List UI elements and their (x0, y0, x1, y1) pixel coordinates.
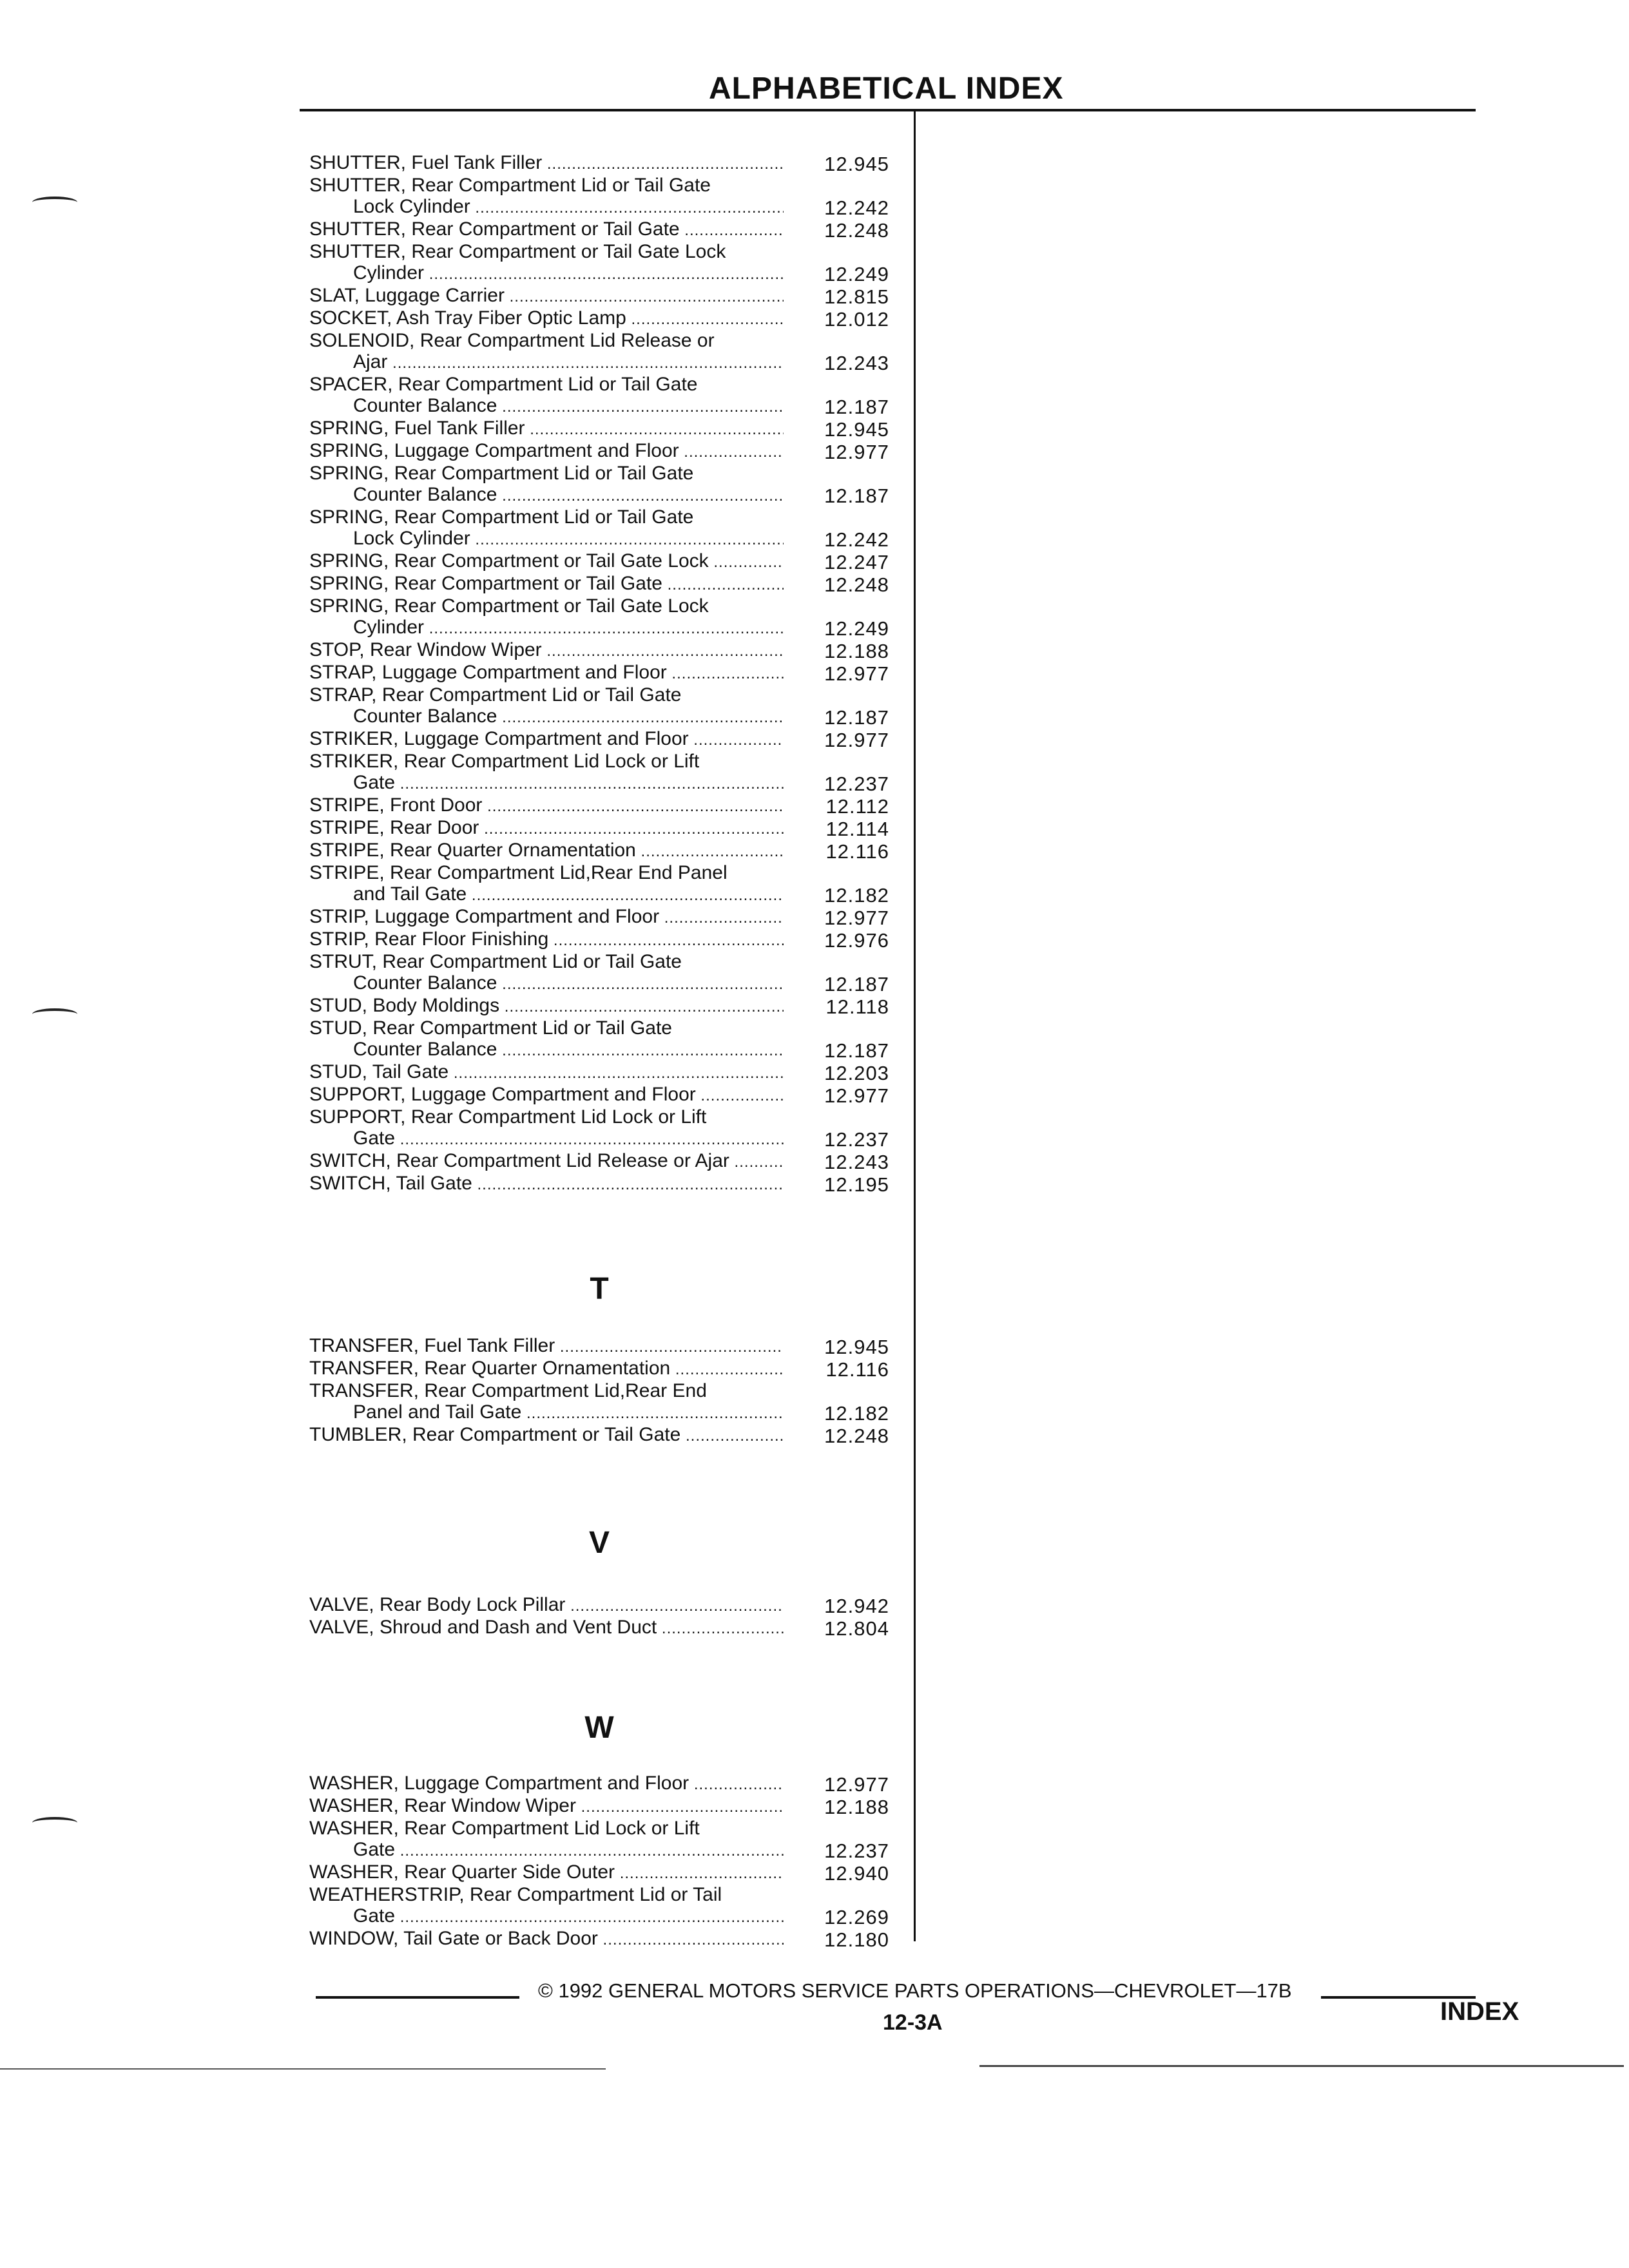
entry-page-ref: 12.187 (824, 973, 889, 995)
entry-line: TUMBLER, Rear Compartment or Tail Gate ..... (309, 1424, 784, 1446)
entry-page-ref: 12.242 (824, 197, 889, 219)
page-title: ALPHABETICAL INDEX (709, 72, 1064, 106)
entry-line: Ajar ..... (309, 351, 784, 374)
index-entry (309, 218, 902, 241)
entry-page-ref: 12.195 (824, 1173, 889, 1196)
punch-hole-mark (32, 197, 77, 208)
entry-line: Gate ..... (309, 772, 784, 794)
index-entry (309, 1358, 902, 1380)
entry-text (309, 1818, 784, 1861)
index-entry (309, 1818, 902, 1861)
entry-text (309, 152, 784, 175)
footer-copyright: © 1992 GENERAL MOTORS SERVICE PARTS OPERATIONS—CHEVROLET—17B (538, 1979, 1292, 2002)
entry-text (309, 951, 784, 995)
index-entry (309, 1594, 902, 1617)
index-entry (309, 506, 902, 550)
entry-text (309, 1861, 784, 1884)
entry-text (309, 573, 784, 595)
index-entry (309, 1795, 902, 1818)
entry-line: SHUTTER, Rear Compartment or Tail Gate Lock (309, 241, 726, 262)
index-entry (309, 1084, 902, 1106)
index-entry (309, 840, 902, 862)
index-entry (309, 1617, 902, 1639)
entry-text (309, 175, 784, 218)
footer-page-number: 12-3A (883, 2010, 943, 2035)
entry-page-ref: 12.269 (824, 1906, 889, 1928)
entry-line: TRANSFER, Rear Quarter Ornamentation ..... (309, 1358, 784, 1380)
entry-text (309, 1061, 784, 1084)
entry-page-ref: 12.012 (824, 308, 889, 331)
section-heading-v: V (588, 1526, 610, 1560)
entry-line: SPRING, Rear Compartment or Tail Gate Lock ..... (309, 550, 784, 573)
entry-text (309, 1424, 784, 1446)
entry-line: STUD, Body Moldings ..... (309, 995, 784, 1017)
entry-page-ref: 12.977 (824, 441, 889, 463)
entry-group-v (309, 1594, 902, 1639)
entry-line: SWITCH, Tail Gate ..... (309, 1173, 784, 1195)
index-entry (309, 330, 902, 374)
index-entry (309, 662, 902, 684)
entry-line: Panel and Tail Gate ..... (309, 1401, 784, 1424)
entry-text (309, 241, 784, 285)
index-entry (309, 906, 902, 928)
entry-text (309, 928, 784, 951)
entry-text (309, 817, 784, 840)
entry-page-ref: 12.237 (824, 1128, 889, 1151)
index-entry (309, 1061, 902, 1084)
index-entry (309, 175, 902, 218)
entry-text (309, 285, 784, 307)
entry-page-ref: 12.977 (824, 729, 889, 751)
entry-line: STUD, Tail Gate ..... (309, 1061, 784, 1084)
entry-line: Gate ..... (309, 1128, 784, 1150)
entry-text (309, 1358, 784, 1380)
entry-line: SPRING, Rear Compartment Lid or Tail Gate (309, 506, 694, 528)
entry-line: Cylinder ..... (309, 262, 784, 285)
entry-line: TRANSFER, Fuel Tank Filler ..... (309, 1335, 784, 1358)
entry-text (309, 906, 784, 928)
index-entry (309, 1424, 902, 1446)
entry-line: STRIPE, Front Door ..... (309, 794, 784, 817)
column-divider (914, 111, 916, 1941)
entry-page-ref: 12.945 (824, 1336, 889, 1358)
entry-text (309, 1617, 784, 1639)
index-entry (309, 951, 902, 995)
index-entry (309, 595, 902, 639)
entry-text (309, 218, 784, 241)
punch-hole-mark (32, 1817, 77, 1829)
entry-line: WASHER, Luggage Compartment and Floor ..... (309, 1773, 784, 1795)
title-rule (300, 109, 1476, 111)
footer-section-label: INDEX (1440, 1997, 1519, 2026)
index-entry (309, 463, 902, 506)
index-entry (309, 285, 902, 307)
entry-line: WASHER, Rear Compartment Lid Lock or Lift (309, 1818, 700, 1839)
index-entry (309, 639, 902, 662)
index-entry (309, 995, 902, 1017)
entry-line: SPRING, Luggage Compartment and Floor ..... (309, 440, 784, 463)
entry-page-ref: 12.203 (824, 1062, 889, 1084)
entry-line: SOLENOID, Rear Compartment Lid Release or (309, 330, 715, 351)
entry-text (309, 862, 784, 906)
index-entry (309, 550, 902, 573)
entry-text (309, 639, 784, 662)
index-entry (309, 1380, 902, 1424)
entry-line: STRIP, Luggage Compartment and Floor ..... (309, 906, 784, 928)
index-entry (309, 374, 902, 418)
entry-page-ref: 12.249 (824, 263, 889, 285)
entry-page-ref: 12.188 (824, 640, 889, 662)
entry-page-ref: 12.815 (824, 285, 889, 308)
entry-line: STOP, Rear Window Wiper ..... (309, 639, 784, 662)
entry-page-ref: 12.945 (824, 418, 889, 441)
entry-line: STRIPE, Rear Compartment Lid,Rear End Panel (309, 862, 728, 883)
entry-line: WEATHERSTRIP, Rear Compartment Lid or Tail (309, 1884, 722, 1905)
entry-page-ref: 12.248 (824, 573, 889, 596)
entry-line: STRIKER, Luggage Compartment and Floor ..... (309, 728, 784, 751)
index-entry (309, 241, 902, 285)
entry-text (309, 751, 784, 794)
entry-text (309, 1594, 784, 1617)
entry-line: Counter Balance ..... (309, 1039, 784, 1061)
entry-line: SWITCH, Rear Compartment Lid Release or Ajar ..... (309, 1150, 784, 1173)
entry-page-ref: 12.243 (824, 352, 889, 374)
index-entry (309, 728, 902, 751)
entry-page-ref: 12.247 (824, 551, 889, 573)
entry-text (309, 1106, 784, 1150)
entry-line: Counter Balance ..... (309, 706, 784, 728)
entry-page-ref: 12.976 (824, 929, 889, 952)
entry-line: SHUTTER, Fuel Tank Filler ..... (309, 152, 784, 175)
entry-text (309, 1173, 784, 1195)
entry-page-ref: 12.977 (824, 907, 889, 929)
entry-page-ref: 12.112 (825, 795, 889, 818)
index-entry (309, 684, 902, 728)
entry-line: Counter Balance ..... (309, 972, 784, 995)
entry-line: WASHER, Rear Quarter Side Outer ..... (309, 1861, 784, 1884)
index-entry (309, 440, 902, 463)
entry-text (309, 1928, 784, 1950)
entry-line: SOCKET, Ash Tray Fiber Optic Lamp ..... (309, 307, 784, 330)
entry-text (309, 330, 784, 374)
scan-edge-line (979, 2065, 1624, 2067)
entry-text (309, 418, 784, 440)
entry-page-ref: 12.977 (824, 662, 889, 685)
entry-text (309, 794, 784, 817)
entry-line: WASHER, Rear Window Wiper ..... (309, 1795, 784, 1818)
entry-text (309, 506, 784, 550)
entry-line: VALVE, Rear Body Lock Pillar ..... (309, 1594, 784, 1617)
entry-page-ref: 12.248 (824, 219, 889, 242)
entry-line: Lock Cylinder ..... (309, 196, 784, 218)
index-entry (309, 928, 902, 951)
entry-page-ref: 12.187 (824, 396, 889, 418)
entry-line: WINDOW, Tail Gate or Back Door ..... (309, 1928, 784, 1950)
entry-line: and Tail Gate ..... (309, 883, 784, 906)
entry-page-ref: 12.945 (824, 153, 889, 175)
entry-page-ref: 12.180 (824, 1928, 889, 1951)
index-entry (309, 1773, 902, 1795)
entry-page-ref: 12.182 (824, 884, 889, 907)
punch-hole-mark (32, 1008, 77, 1020)
entry-line: STRAP, Rear Compartment Lid or Tail Gate (309, 684, 682, 706)
entry-text (309, 1795, 784, 1818)
entry-line: Counter Balance ..... (309, 395, 784, 418)
entry-text (309, 595, 784, 639)
scan-edge-line (0, 2068, 606, 2070)
entry-line: TRANSFER, Rear Compartment Lid,Rear End (309, 1380, 707, 1401)
entry-page-ref: 12.118 (825, 995, 889, 1018)
entry-text (309, 1335, 784, 1358)
entry-line: SHUTTER, Rear Compartment Lid or Tail Gate (309, 175, 711, 196)
entry-line: SHUTTER, Rear Compartment or Tail Gate ..... (309, 218, 784, 241)
index-entry (309, 1150, 902, 1173)
index-column (309, 152, 902, 1950)
entry-line: SPRING, Rear Compartment or Tail Gate Lock (309, 595, 709, 617)
entry-line: STRIP, Rear Floor Finishing ..... (309, 928, 784, 951)
entry-page-ref: 12.114 (825, 818, 889, 840)
entry-page-ref: 12.942 (824, 1595, 889, 1617)
index-entry (309, 1335, 902, 1358)
index-entry (309, 817, 902, 840)
entry-page-ref: 12.940 (824, 1862, 889, 1885)
entry-text (309, 995, 784, 1017)
index-entry (309, 418, 902, 440)
entry-line: SPRING, Rear Compartment or Tail Gate ..... (309, 573, 784, 595)
section-heading-w: W (584, 1711, 614, 1745)
entry-page-ref: 12.977 (824, 1773, 889, 1796)
entry-text (309, 307, 784, 330)
entry-text (309, 1084, 784, 1106)
index-entry (309, 1928, 902, 1950)
entry-text (309, 684, 784, 728)
entry-text (309, 1150, 784, 1173)
entry-page-ref: 12.116 (825, 1358, 889, 1381)
entry-page-ref: 12.249 (824, 617, 889, 640)
entry-line: Cylinder ..... (309, 617, 784, 639)
entry-line: SUPPORT, Rear Compartment Lid Lock or Lift (309, 1106, 707, 1128)
footer-rule-left (316, 1996, 519, 1999)
entry-group-w (309, 1773, 902, 1950)
entry-group-s (309, 152, 902, 1195)
entry-line: Gate ..... (309, 1839, 784, 1861)
entry-line: STUD, Rear Compartment Lid or Tail Gate (309, 1017, 672, 1039)
entry-text (309, 550, 784, 573)
entry-page-ref: 12.242 (824, 528, 889, 551)
index-entry (309, 307, 902, 330)
entry-line: SPRING, Rear Compartment Lid or Tail Gate (309, 463, 694, 484)
entry-page-ref: 12.243 (824, 1151, 889, 1173)
entry-page-ref: 12.182 (824, 1402, 889, 1425)
index-entry (309, 152, 902, 175)
entry-line: Lock Cylinder ..... (309, 528, 784, 550)
entry-page-ref: 12.237 (824, 1840, 889, 1862)
entry-line: SPRING, Fuel Tank Filler ..... (309, 418, 784, 440)
entry-page-ref: 12.248 (824, 1425, 889, 1447)
index-entry (309, 1173, 902, 1195)
entry-text (309, 1884, 784, 1928)
entry-page-ref: 12.977 (824, 1084, 889, 1107)
entry-page-ref: 12.188 (824, 1796, 889, 1818)
entry-text (309, 374, 784, 418)
entry-line: Counter Balance ..... (309, 484, 784, 506)
entry-line: STRUT, Rear Compartment Lid or Tail Gate (309, 951, 682, 972)
section-heading-t: T (590, 1272, 609, 1306)
entry-line: STRIPE, Rear Door ..... (309, 817, 784, 840)
index-entry (309, 1884, 902, 1928)
entry-page-ref: 12.187 (824, 485, 889, 507)
index-entry (309, 751, 902, 794)
entry-page-ref: 12.116 (825, 840, 889, 863)
entry-text (309, 840, 784, 862)
entry-text (309, 463, 784, 506)
entry-line: Gate ..... (309, 1905, 784, 1928)
entry-page-ref: 12.804 (824, 1617, 889, 1640)
entry-line: SUPPORT, Luggage Compartment and Floor ..... (309, 1084, 784, 1106)
index-entry (309, 794, 902, 817)
entry-text (309, 1017, 784, 1061)
entry-line: SPACER, Rear Compartment Lid or Tail Gate (309, 374, 698, 395)
entry-page-ref: 12.237 (824, 773, 889, 795)
entry-line: VALVE, Shroud and Dash and Vent Duct ..... (309, 1617, 784, 1639)
index-entry (309, 573, 902, 595)
entry-text (309, 1380, 784, 1424)
index-entry (309, 862, 902, 906)
index-entry (309, 1861, 902, 1884)
entry-text (309, 1773, 784, 1795)
entry-line: STRIPE, Rear Quarter Ornamentation ..... (309, 840, 784, 862)
entry-line: STRIKER, Rear Compartment Lid Lock or Lift (309, 751, 700, 772)
entry-line: STRAP, Luggage Compartment and Floor ..... (309, 662, 784, 684)
entry-line: SLAT, Luggage Carrier ..... (309, 285, 784, 307)
entry-page-ref: 12.187 (824, 706, 889, 729)
index-entry (309, 1017, 902, 1061)
entry-text (309, 440, 784, 463)
entry-text (309, 662, 784, 684)
entry-text (309, 728, 784, 751)
entry-group-t (309, 1335, 902, 1446)
index-entry (309, 1106, 902, 1150)
entry-page-ref: 12.187 (824, 1039, 889, 1062)
